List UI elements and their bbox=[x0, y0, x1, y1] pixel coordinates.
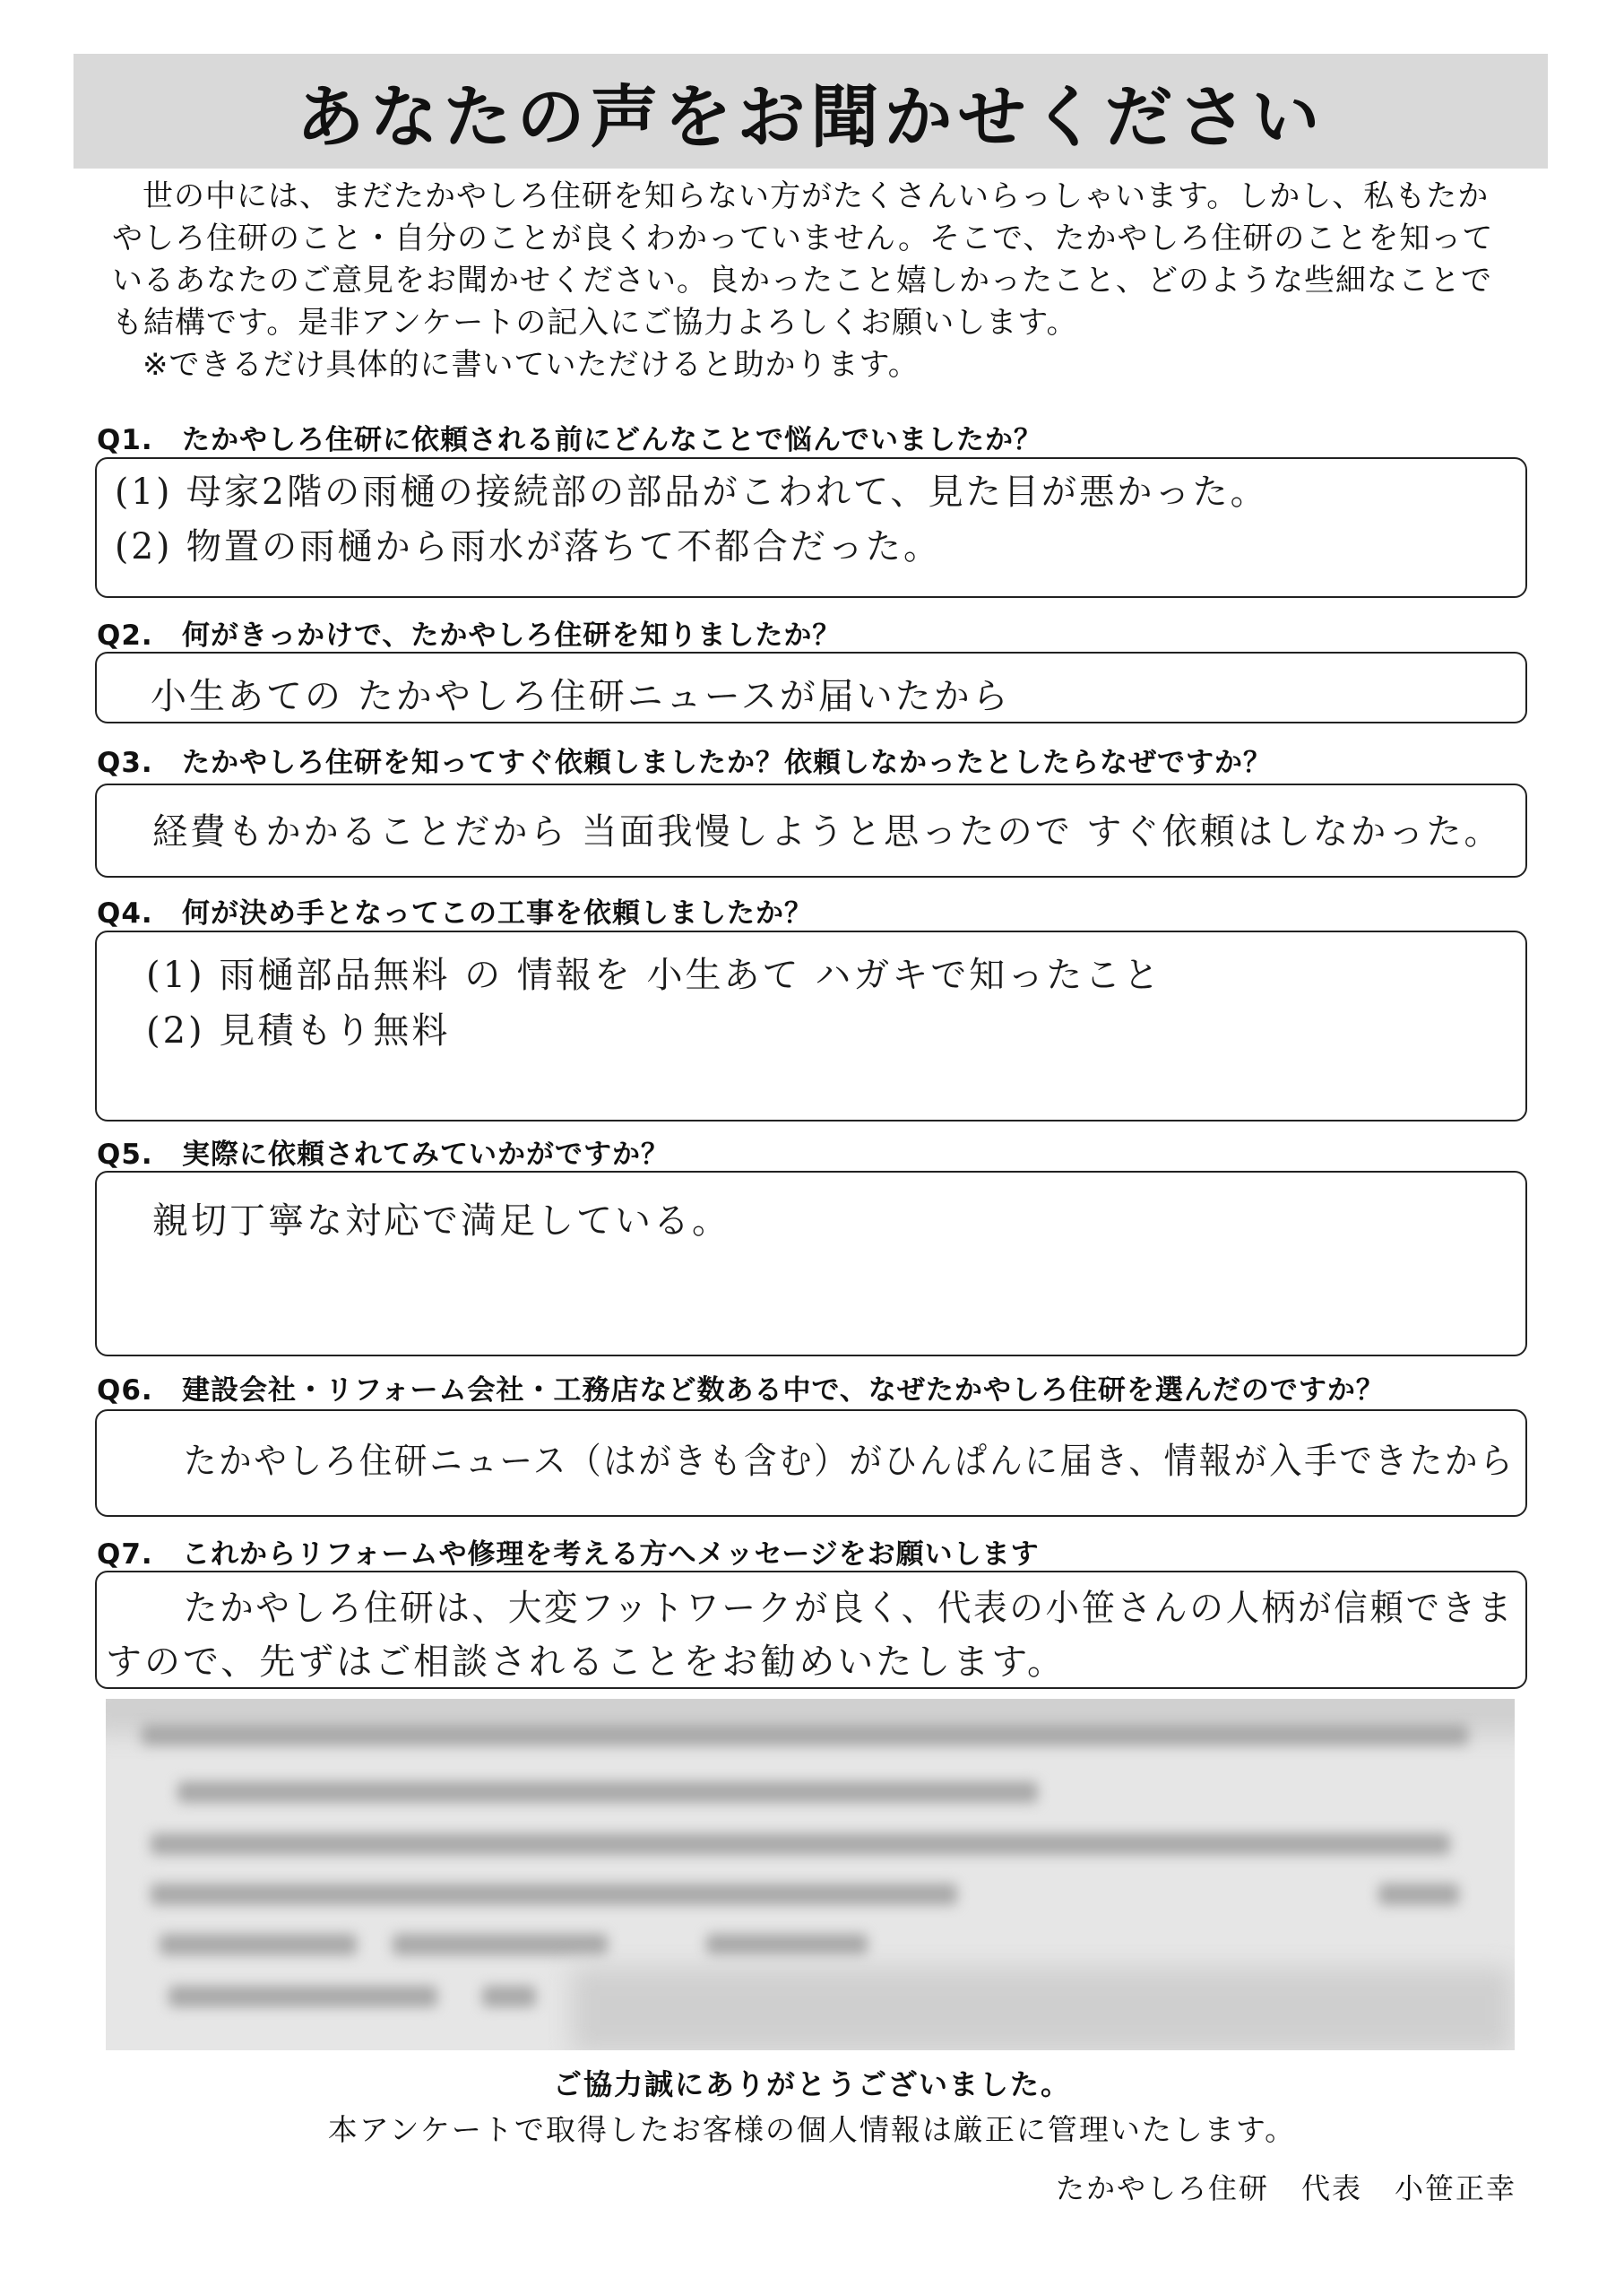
intro-note: ※できるだけ具体的に書いていただけると助かります。 bbox=[143, 347, 920, 383]
question-text: 実際に依頼されてみていかがですか？ bbox=[182, 1139, 669, 1171]
question-text: 何が決め手となってこの工事を依頼しましたか？ bbox=[182, 897, 813, 930]
question-text: たかやしろ住研に依頼される前にどんなことで悩んでいましたか？ bbox=[182, 424, 1042, 456]
signature bbox=[1056, 2166, 1516, 2207]
thanks-message: ご協力誠にありがとうございました。 bbox=[552, 2067, 1071, 2101]
question-number: Q7. bbox=[97, 1538, 153, 1571]
question-text: これからリフォームや修理を考える方へメッセージをお願いします bbox=[182, 1538, 1040, 1571]
answer-6-line-1: たかやしろ住研ニュース（はがきも含む）がひんぱんに届き、情報が入手できたから bbox=[184, 1441, 1516, 1482]
redacted-personal-info bbox=[106, 1699, 1515, 2050]
privacy-notice: 本アンケートで取得したお客様の個人情報は厳正に管理いたします。 bbox=[327, 2112, 1297, 2147]
answer-1-line-1: (1) 母家2階の雨樋の接続部の部品がこわれて、見た目が悪かった。 bbox=[115, 472, 1268, 513]
answer-7-line-1: たかやしろ住研は、大変フットワークが良く、代表の小笹さんの人柄が信頼できま bbox=[184, 1588, 1515, 1629]
question-6 bbox=[97, 1367, 1385, 1407]
question-4 bbox=[97, 890, 813, 931]
question-5 bbox=[97, 1131, 669, 1172]
intro-paragraph: 世の中には、まだたかやしろ住研を知らない方がたくさんいらっしゃいます。しかし、私もたかやしろ住研のこと・自分のことが良くわかっていません。そこで、たかやしろ住研のことを知っているあなたのご意見をお聞かせください。良かったこと嬉しかったこと、どのような些細なことでも結構です。是非アンケートの記入にご協力よろしくお願いします。 bbox=[112, 178, 1494, 341]
question-text: 何がきっかけで、たかやしろ住研を知りましたか？ bbox=[182, 619, 842, 652]
question-2 bbox=[97, 612, 841, 653]
company-name: たかやしろ住研 bbox=[1055, 2171, 1269, 2205]
question-7 bbox=[97, 1531, 1040, 1572]
question-number: Q1. bbox=[97, 424, 153, 456]
representative-role: 代表 bbox=[1300, 2171, 1362, 2205]
question-3 bbox=[97, 740, 1272, 780]
answer-2-line-1: 小生あての たかやしろ住研ニュースが届いたから bbox=[151, 676, 1011, 717]
answer-1-line-2: (2) 物置の雨樋から雨水が落ちて不都合だった。 bbox=[115, 526, 942, 567]
question-number: Q3. bbox=[97, 747, 153, 779]
question-number: Q6. bbox=[97, 1374, 153, 1407]
question-1 bbox=[97, 417, 1042, 457]
answer-7-line-2: すので、先ずはご相談されることをお勧めいたします。 bbox=[106, 1641, 1066, 1683]
question-number: Q5. bbox=[97, 1139, 153, 1171]
representative-name: 小笹正幸 bbox=[1394, 2171, 1516, 2205]
answer-5-line-1: 親切丁寧な対応で満足している。 bbox=[152, 1200, 730, 1242]
question-number: Q4. bbox=[97, 897, 153, 930]
intro-text bbox=[112, 176, 1519, 386]
page-title: あなたの声をお聞かせください bbox=[296, 76, 1326, 157]
answer-3-line-1: 経費もかかることだから 当面我慢しようと思ったので すぐ依頼はしなかった。 bbox=[152, 811, 1502, 853]
title-banner bbox=[73, 54, 1548, 169]
question-text: 建設会社・リフォーム会社・工務店など数ある中で、なぜたかやしろ住研を選んだのですか？ bbox=[182, 1374, 1385, 1407]
question-number: Q2. bbox=[97, 619, 153, 652]
question-text: たかやしろ住研を知ってすぐ依頼しましたか？依頼しなかったとしたらなぜですか？ bbox=[182, 747, 1272, 779]
answer-4-line-2: (2) 見積もり無料 bbox=[146, 1010, 451, 1052]
answer-4-line-1: (1) 雨樋部品無料 の 情報を 小生あて ハガキで知ったこと bbox=[146, 955, 1162, 996]
